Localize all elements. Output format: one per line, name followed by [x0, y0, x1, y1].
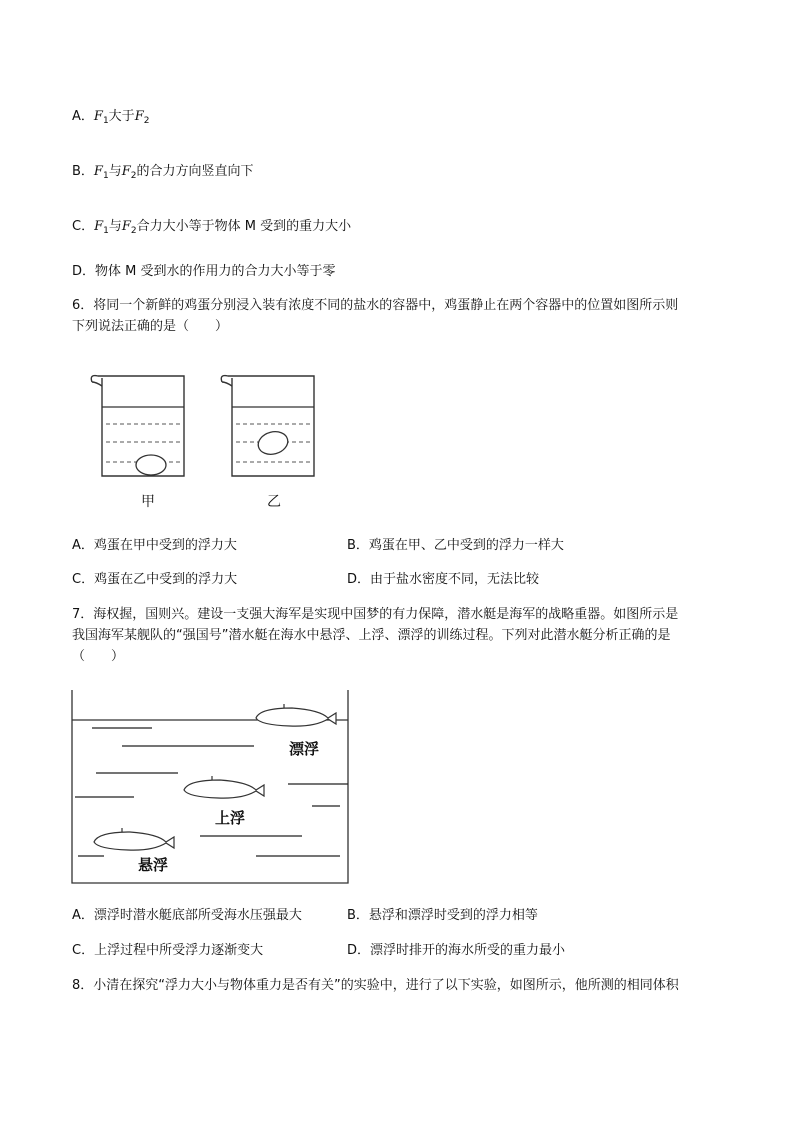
subscript: 1: [102, 171, 109, 181]
q5-option-b-tail: 的合力方向竖直向下: [136, 164, 254, 179]
q8-stem-line1: 8．小清在探究“浮力大小与物体重力是否有关”的实验中，进行了以下实验，如图所示，他所测的相同体积: [72, 978, 679, 993]
beaker-right: [221, 376, 314, 476]
q6-stem-line1: 6．将同一个新鲜的鸡蛋分别浸入装有浓度不同的盐水的容器中，鸡蛋静止在两个容器中的位置如图所示则: [72, 298, 679, 313]
label-suspended: 悬浮: [138, 856, 169, 874]
subscript: 2: [130, 226, 137, 236]
symbol-f: F: [134, 109, 144, 124]
symbol-f: F: [121, 219, 131, 234]
q6-option-d: D．由于盐水密度不同，无法比较: [347, 572, 540, 587]
beaker-right-label: 乙: [267, 494, 281, 510]
q5-option-b-letter: B．: [72, 164, 94, 179]
submarine-floating: [256, 704, 336, 726]
q5-option-d: [72, 264, 336, 280]
symbol-f: F: [121, 164, 131, 179]
beaker-left-label: 甲: [141, 494, 155, 510]
q6-option-c: C．鸡蛋在乙中受到的浮力大: [72, 572, 238, 587]
q5-option-a: [72, 109, 149, 129]
q6-stem-line2: 下列说法正确的是（ ）: [72, 319, 229, 334]
q5-option-a-mid: 大于: [108, 109, 135, 124]
q5-option-c: [72, 219, 351, 239]
q7-option-b: B．悬浮和漂浮时受到的浮力相等: [347, 908, 538, 923]
q5-option-b-mid: 与: [108, 164, 122, 179]
q5-option-c-letter: C．: [72, 219, 95, 234]
q7-stem-line3: （ ）: [72, 649, 125, 664]
subscript: 1: [103, 226, 109, 236]
q7-option-d: D．漂浮时排开的海水所受的重力最小: [347, 943, 566, 958]
q5-option-c-mid: 与: [108, 219, 122, 234]
q5-option-d-letter: D．: [72, 264, 96, 279]
submarine-suspended: [94, 828, 174, 850]
q7-option-a: A．漂浮时潜水艇底部所受海水压强最大: [72, 908, 302, 923]
q5-option-c-tail: 合力大小等于物体 M 受到的重力大小: [136, 219, 352, 234]
symbol-f: F: [94, 219, 104, 234]
q5-option-a-letter: A．: [72, 109, 94, 124]
egg-right: [256, 428, 291, 457]
label-rising: 上浮: [215, 809, 246, 827]
q7-stem-line1: 7．海权握，国则兴。建设一支强大海军是实现中国梦的有力保障，潜水艇是海军的战略重器。如图所示是: [72, 607, 679, 622]
symbol-f: F: [93, 164, 103, 179]
label-floating: 漂浮: [289, 740, 320, 758]
q5-option-b: [72, 164, 253, 184]
q6-option-a: A．鸡蛋在甲中受到的浮力大: [72, 538, 237, 553]
q7-submarine-figure: [70, 688, 352, 888]
q7-stem-line2: 我国海军某舰队的“强国号”潜水艇在海水中悬浮、上浮、漂浮的训练过程。下列对此潜水艇分析正确的是: [72, 628, 671, 643]
q6-beaker-figure: [84, 368, 334, 518]
subscript: 2: [143, 116, 150, 126]
q7-option-c: C．上浮过程中所受浮力逐渐变大: [72, 943, 264, 958]
subscript: 2: [130, 171, 137, 181]
q6-option-b: B．鸡蛋在甲、乙中受到的浮力一样大: [347, 538, 564, 553]
q5-option-d-text: 物体 M 受到水的作用力的合力大小等于零: [95, 264, 336, 279]
symbol-f: F: [93, 109, 103, 124]
subscript: 1: [102, 116, 109, 126]
submarine-rising: [184, 776, 264, 798]
egg-left: [136, 455, 166, 475]
